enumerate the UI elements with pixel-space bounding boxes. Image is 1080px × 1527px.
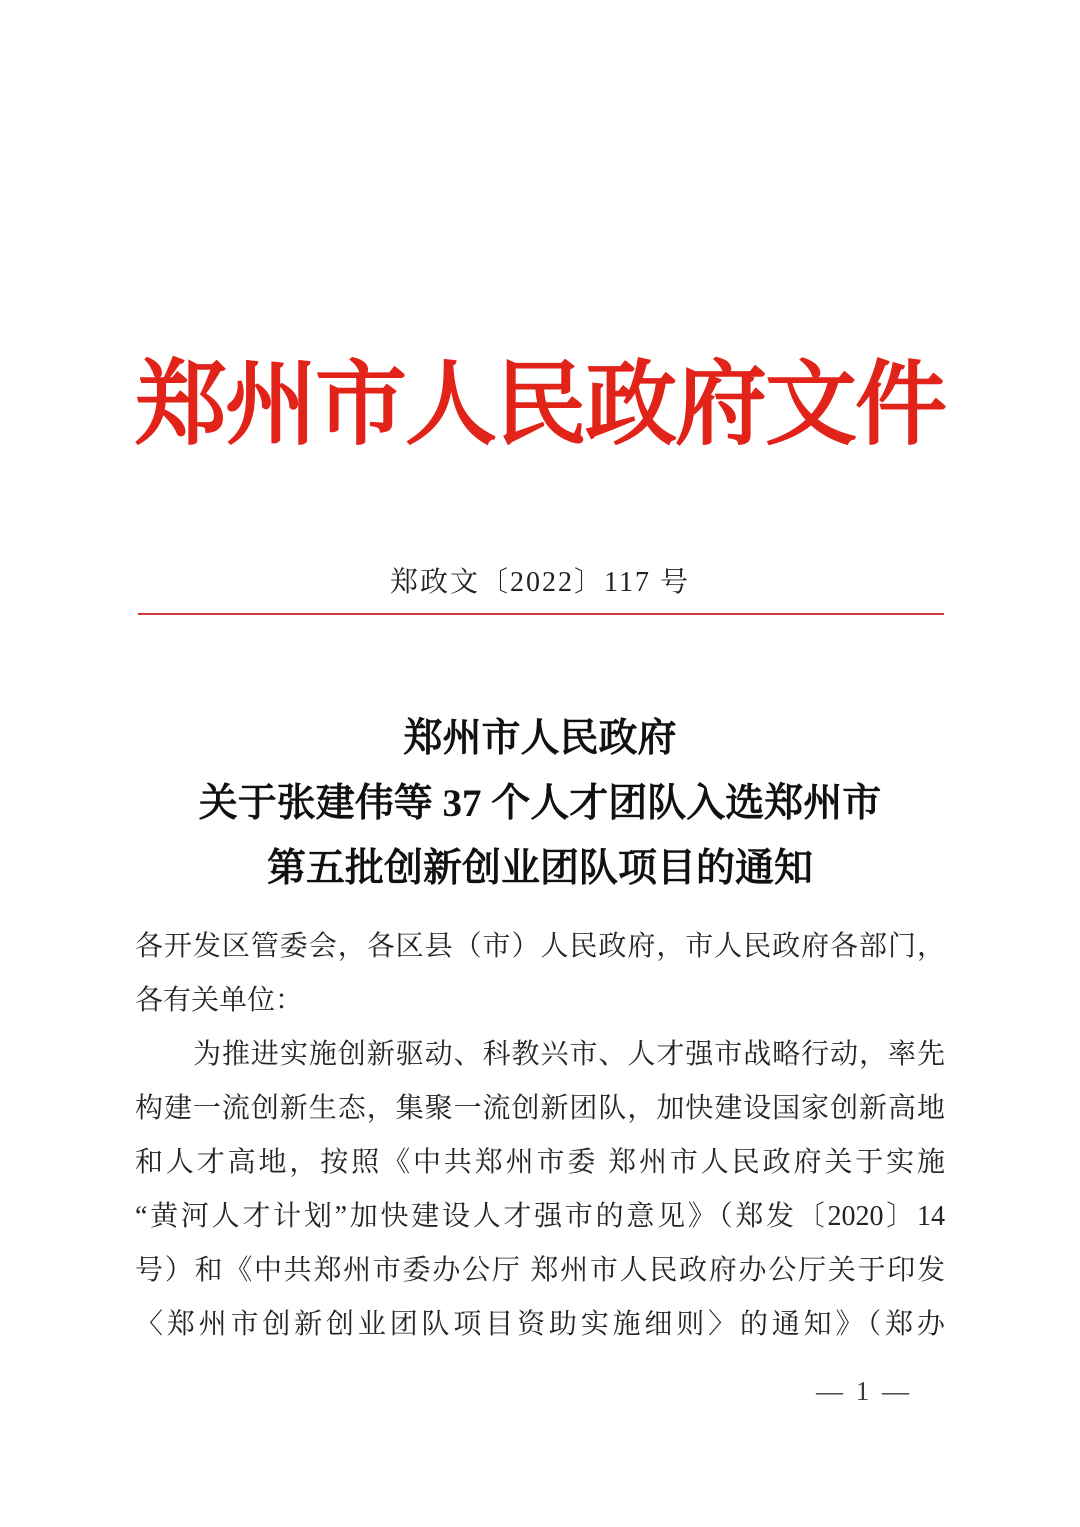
page-number: — 1 — <box>816 1376 912 1406</box>
body-line: 号）和《中共郑州市委办公厅 郑州市人民政府办公厅关于印发 <box>135 1255 945 1286</box>
body-line: 为推进实施创新驱动、科教兴市、人才强市战略行动，率先 <box>193 1039 945 1070</box>
notice-title-line: 关于张建伟等 37 个人才团队入选郑州市 <box>198 782 882 825</box>
body-line: 〈郑州市创新创业团队项目资助实施细则〉的通知》（郑办 <box>135 1309 945 1340</box>
notice-title-line: 郑州市人民政府 <box>403 717 677 760</box>
red-header-title: 郑州市人民政府文件 <box>134 354 945 456</box>
document-body <box>135 920 945 1352</box>
body-line: “黄河人才计划”加快建设人才强市的意见》（郑发〔2020〕14 <box>135 1201 945 1232</box>
body-line: 各开发区管委会，各区县（市）人民政府，市人民政府各部门， <box>135 931 945 962</box>
notice-title-line: 第五批创新创业团队项目的通知 <box>266 847 813 890</box>
doc-number: 郑政文〔2022〕117 号 <box>390 567 690 598</box>
body-line: 各有关单位： <box>135 985 304 1016</box>
red-divider-line <box>138 613 944 615</box>
body-line: 构建一流创新生态，集聚一流创新团队，加快建设国家创新高地 <box>135 1093 945 1124</box>
notice-title <box>0 706 1080 901</box>
body-line: 和人才高地，按照《中共郑州市委 郑州市人民政府关于实施 <box>135 1147 945 1178</box>
